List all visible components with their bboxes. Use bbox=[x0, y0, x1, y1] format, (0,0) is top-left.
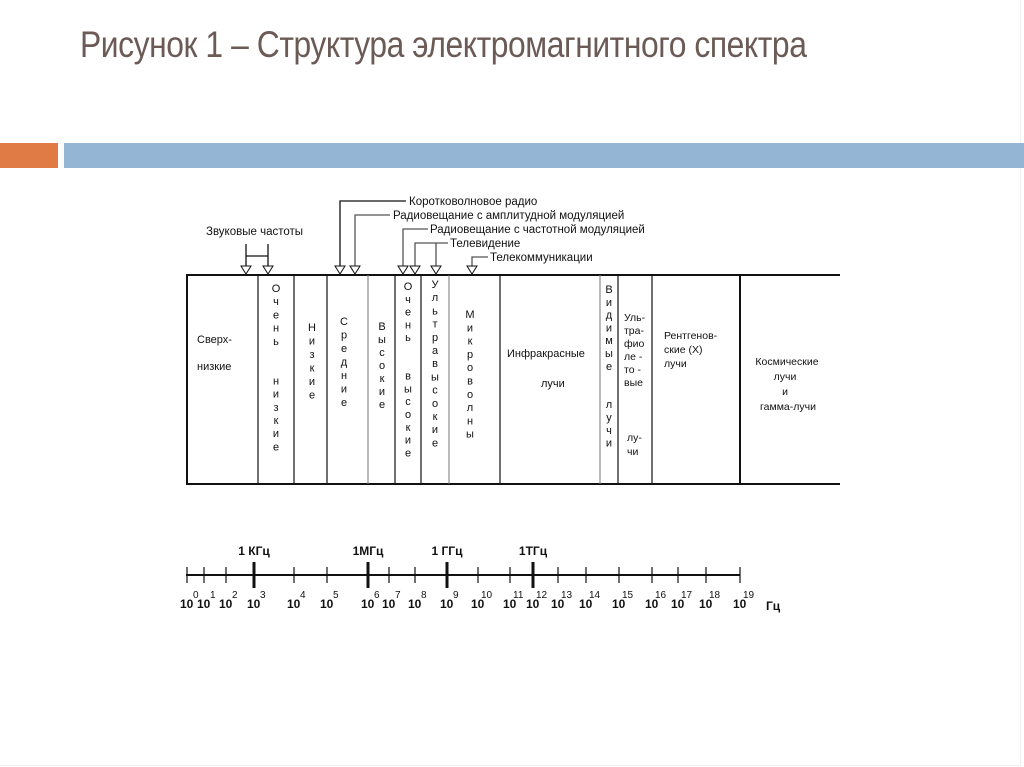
band-ultra-high bbox=[431, 279, 439, 449]
axis-tick-base: 10 bbox=[197, 597, 211, 611]
band-label-char: и bbox=[466, 322, 474, 335]
band-label-char: е bbox=[340, 343, 348, 355]
axis-tick-exponent: 19 bbox=[743, 590, 755, 601]
svg-text:вые: вые bbox=[624, 377, 643, 389]
axis-tick-exponent: 9 bbox=[453, 590, 459, 601]
axis-tick-exponent: 7 bbox=[395, 590, 401, 601]
band-labels bbox=[197, 309, 819, 458]
band-vertical-labels bbox=[272, 279, 613, 459]
band-label-char: д bbox=[605, 309, 613, 322]
band-label-char: и bbox=[431, 424, 439, 437]
triangle-marker-icon bbox=[263, 266, 273, 274]
band-label-char: к bbox=[273, 415, 279, 427]
band-infrared-line1: Инфракрасные bbox=[507, 348, 585, 360]
band-label-char: и bbox=[605, 437, 613, 450]
band-label-char: у bbox=[606, 412, 612, 424]
triangle-marker-icon bbox=[241, 266, 251, 274]
label-shortwave-radio: Коротковолновое радио bbox=[409, 196, 538, 208]
triangle-marker-icon bbox=[431, 266, 441, 274]
band-label-char: л bbox=[431, 292, 439, 305]
slide-title: Рисунок 1 – Структура электромагнитного спектра bbox=[80, 24, 807, 65]
svg-text:Уль-: Уль- bbox=[624, 312, 646, 324]
band-label-char: е bbox=[308, 389, 316, 402]
axis-major-label: 1 ГГц bbox=[431, 544, 463, 558]
svg-text:ле -: ле - bbox=[624, 351, 643, 363]
axis-tick-base: 10 bbox=[440, 597, 454, 611]
annotation-labels bbox=[206, 196, 645, 264]
label-television: Телевидение bbox=[450, 238, 521, 250]
axis-major-label: 1ТГц bbox=[518, 544, 548, 558]
axis-tick-exponent: 11 bbox=[513, 590, 524, 601]
triangle-marker-icon bbox=[350, 266, 360, 274]
band-label-char: л bbox=[605, 399, 613, 412]
axis-tick-base: 10 bbox=[645, 597, 659, 611]
band-label-char: У bbox=[431, 279, 439, 291]
band-label-char: и bbox=[605, 296, 613, 309]
axis-tick-base: 10 bbox=[526, 597, 540, 611]
triangle-marker-icon bbox=[335, 266, 345, 274]
band-label-char: ь bbox=[432, 305, 438, 318]
axis-tick-base: 10 bbox=[361, 597, 375, 611]
band-label-char: н bbox=[466, 415, 474, 428]
label-sound-frequencies: Звуковые частоты bbox=[206, 226, 304, 238]
band-label-char: е bbox=[404, 447, 412, 460]
band-label-char: О bbox=[271, 283, 281, 295]
axis-tick-exponent: 8 bbox=[421, 590, 427, 601]
band-label-char: н bbox=[340, 370, 348, 382]
band-medium bbox=[340, 316, 348, 409]
band-label-char: ч bbox=[606, 424, 612, 437]
axis-tick-base: 10 bbox=[612, 597, 626, 611]
band-label-char: Н bbox=[308, 322, 316, 334]
triangle-marker-icon bbox=[467, 266, 477, 274]
band-label-char: о bbox=[404, 409, 412, 421]
band-label-char: и bbox=[605, 322, 613, 335]
band-infrared-line2: лучи bbox=[541, 378, 565, 390]
axis-tick-base: 10 bbox=[471, 597, 485, 611]
band-label-char: о bbox=[431, 397, 439, 410]
axis-tick-base: 10 bbox=[382, 597, 396, 611]
band-label-char: и bbox=[308, 335, 316, 348]
band-ultra-low-line2: низкие bbox=[197, 361, 232, 373]
band-label-char: ч bbox=[405, 293, 411, 306]
band-table bbox=[186, 275, 840, 484]
svg-text:Космические: Космические bbox=[755, 356, 819, 368]
axis-tick-exponent: 17 bbox=[681, 590, 693, 601]
band-label-char: в bbox=[467, 375, 473, 388]
label-telecommunications: Телекоммуникации bbox=[490, 252, 593, 264]
band-label-char: н bbox=[272, 375, 280, 388]
band-label-char: о bbox=[378, 360, 386, 372]
axis-tick-base: 10 bbox=[320, 597, 334, 611]
svg-text:и: и bbox=[782, 386, 788, 398]
band-label-char: н bbox=[404, 319, 412, 332]
axis-tick-base: 10 bbox=[503, 597, 517, 611]
band-very-low bbox=[272, 283, 281, 453]
axis-tick-base: 10 bbox=[408, 597, 422, 611]
band-label-char: е bbox=[605, 360, 613, 373]
band-label-char: м bbox=[605, 335, 613, 348]
band-label-char: и bbox=[378, 386, 386, 398]
axis-major-label: 1 КГц bbox=[238, 544, 270, 558]
axis-tick-exponent: 1 bbox=[210, 590, 216, 601]
band-very-high bbox=[404, 281, 413, 459]
band-label-char: к bbox=[405, 421, 411, 434]
band-label-char: ы bbox=[605, 348, 613, 360]
band-label-char: а bbox=[431, 345, 439, 357]
band-label-char: В bbox=[378, 321, 386, 333]
svg-text:лу-: лу- bbox=[627, 432, 642, 444]
band-label-char: В bbox=[605, 284, 613, 296]
axis-tick-base: 10 bbox=[287, 597, 301, 611]
band-label-char: к bbox=[379, 373, 385, 385]
band-label-char: о bbox=[466, 388, 474, 401]
am-leader bbox=[355, 215, 390, 266]
svg-text:Рентгенов-: Рентгенов- bbox=[664, 330, 718, 342]
axis-tick-exponent: 15 bbox=[622, 590, 634, 601]
band-label-char: н bbox=[272, 322, 280, 335]
svg-text:лучи: лучи bbox=[664, 358, 687, 370]
axis-tick-base: 10 bbox=[219, 597, 233, 611]
axis-tick-base: 10 bbox=[551, 597, 565, 611]
band-label-char: и bbox=[404, 434, 412, 447]
axis-tick-base: 10 bbox=[247, 597, 261, 611]
axis-tick-labels bbox=[180, 590, 755, 611]
triangle-marker-icon bbox=[410, 266, 420, 274]
axis-tick-exponent: 5 bbox=[333, 590, 339, 601]
band-cosmic-gamma bbox=[755, 356, 818, 413]
telecom-leader bbox=[472, 257, 488, 266]
svg-text:лучи: лучи bbox=[773, 371, 797, 383]
band-label-char: к bbox=[309, 362, 315, 375]
band-label-char: е bbox=[431, 437, 439, 450]
band-label-char: с bbox=[432, 384, 438, 397]
band-label-char: и bbox=[272, 388, 280, 401]
band-label-char: ы bbox=[431, 371, 439, 384]
band-label-char: и bbox=[340, 383, 348, 396]
band-label-char: ь bbox=[405, 332, 411, 345]
axis-tick-exponent: 2 bbox=[232, 590, 238, 601]
frequency-axis bbox=[180, 544, 781, 613]
band-visible bbox=[605, 284, 613, 450]
band-label-char: О bbox=[403, 281, 413, 293]
band-label-char: е bbox=[404, 306, 412, 319]
label-fm-broadcast: Радиовещание с частотной модуляцией bbox=[430, 224, 645, 236]
band-microwaves bbox=[465, 309, 474, 441]
axis-tick-exponent: 13 bbox=[561, 590, 573, 601]
axis-tick-exponent: 3 bbox=[260, 590, 266, 601]
band-label-char: т bbox=[432, 318, 438, 331]
band-label-char: д bbox=[340, 356, 348, 369]
band-ultra-low-line1: Сверх- bbox=[197, 334, 232, 346]
axis-tick-exponent: 10 bbox=[481, 590, 493, 601]
band-label-char: с bbox=[379, 347, 385, 359]
axis-tick-base: 10 bbox=[180, 597, 194, 611]
band-label-char: ч bbox=[273, 296, 279, 309]
svg-text:чи: чи bbox=[627, 446, 639, 458]
axis-tick-exponent: 0 bbox=[193, 590, 199, 601]
axis-tick-exponent: 14 bbox=[589, 590, 601, 601]
band-label-char: ы bbox=[378, 334, 386, 346]
band-label-char: в bbox=[432, 358, 438, 371]
band-ultraviolet bbox=[624, 312, 646, 458]
annotation-markers bbox=[241, 266, 477, 274]
axis-major-label: 1МГц bbox=[352, 544, 384, 558]
band-label-char: л bbox=[466, 402, 474, 415]
band-label-char: и bbox=[308, 376, 316, 388]
band-label-char: о bbox=[466, 362, 474, 375]
band-label-char: р bbox=[466, 348, 474, 361]
axis-tick-exponent: 18 bbox=[709, 590, 721, 601]
svg-text:тра-: тра- bbox=[624, 325, 644, 337]
axis-unit: Гц bbox=[766, 599, 781, 613]
sound-bracket bbox=[246, 244, 268, 266]
band-label-char: е bbox=[340, 397, 348, 409]
svg-text:гамма-лучи: гамма-лучи bbox=[760, 401, 816, 413]
band-label-char: к bbox=[467, 335, 473, 348]
band-label-char: з bbox=[273, 401, 279, 414]
axis-tick-exponent: 12 bbox=[536, 590, 548, 601]
band-label-char: М bbox=[465, 309, 475, 321]
band-xray bbox=[664, 330, 718, 370]
band-label-char: в bbox=[405, 370, 411, 383]
triangle-marker-icon bbox=[398, 266, 408, 274]
svg-text:фио: фио bbox=[624, 338, 645, 350]
band-label-char: ы bbox=[404, 383, 412, 396]
band-label-char: р bbox=[431, 331, 439, 344]
axis-tick-base: 10 bbox=[699, 597, 713, 611]
band-label-char: е bbox=[272, 309, 280, 322]
band-high bbox=[378, 321, 386, 411]
axis-tick-base: 10 bbox=[733, 597, 747, 611]
axis-tick-exponent: 6 bbox=[374, 590, 380, 601]
band-label-char: з bbox=[309, 349, 315, 361]
tv-leader bbox=[415, 243, 448, 266]
band-label-char: р bbox=[340, 329, 348, 342]
label-am-broadcast: Радиовещание с амплитудной модуляцией bbox=[393, 210, 625, 222]
axis-major-labels bbox=[238, 544, 547, 558]
band-low bbox=[308, 322, 316, 402]
band-label-char: ь bbox=[273, 335, 279, 348]
axis-tick-exponent: 16 bbox=[655, 590, 667, 601]
axis-tick-base: 10 bbox=[671, 597, 685, 611]
band-label-char: к bbox=[432, 411, 438, 423]
axis-tick-exponent: 4 bbox=[300, 590, 306, 601]
band-label-char: с bbox=[405, 396, 411, 409]
band-label-char: ы bbox=[466, 428, 474, 441]
band-label-char: е bbox=[378, 399, 386, 411]
band-label-char: С bbox=[340, 316, 348, 328]
svg-text:то -: то - bbox=[624, 364, 641, 376]
svg-text:ские (X): ские (X) bbox=[664, 344, 703, 356]
band-label-char: и bbox=[272, 428, 280, 441]
band-label-char: е bbox=[272, 441, 280, 454]
axis-tick-base: 10 bbox=[579, 597, 593, 611]
